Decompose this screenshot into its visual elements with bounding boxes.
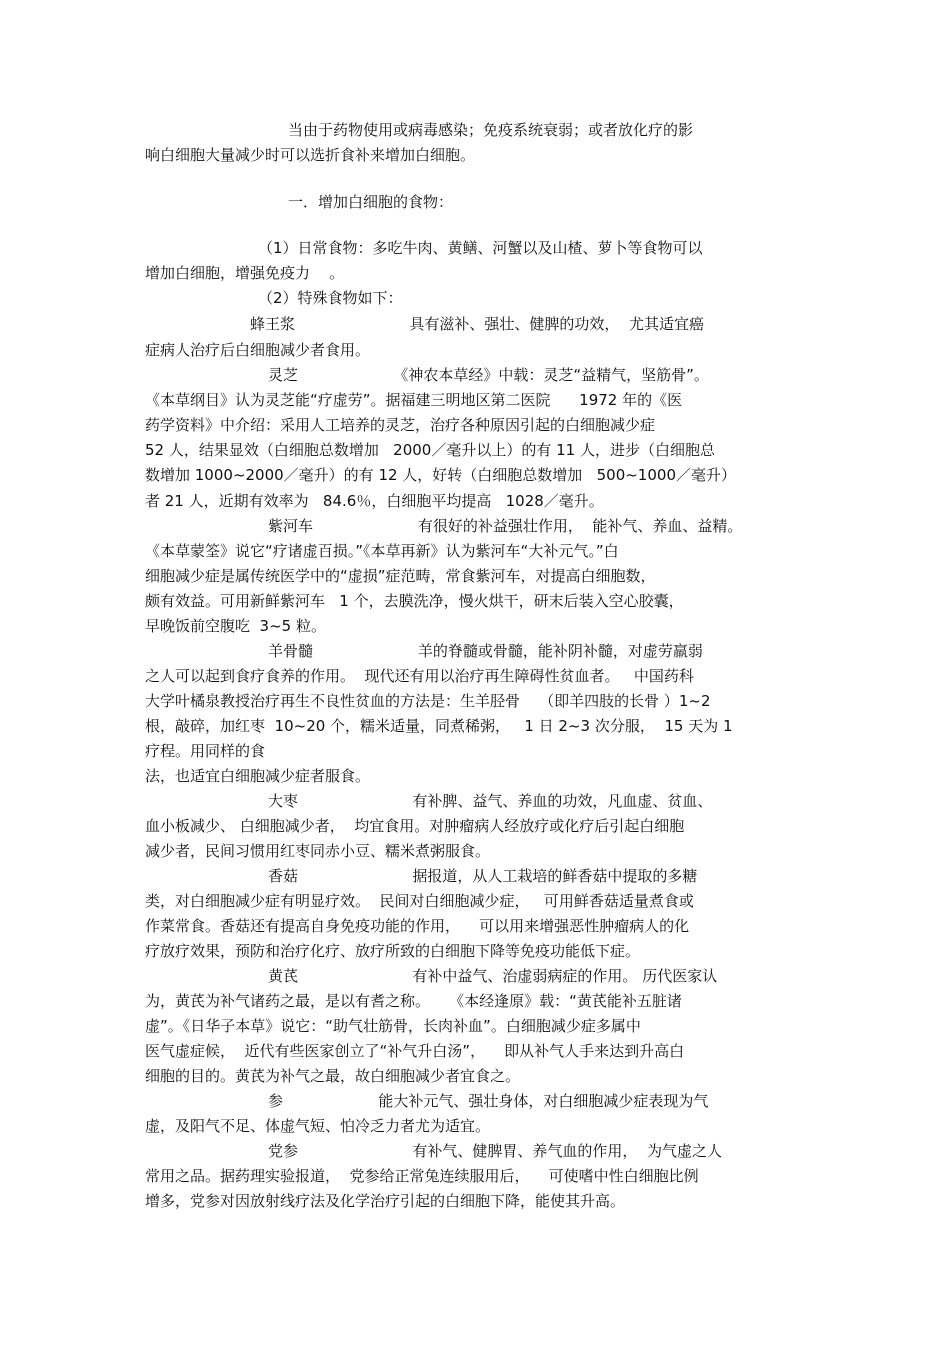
- text-line: 当由于药物使用或病毒感染；免疫系统衰弱；或者放化疗的影: [288, 121, 694, 139]
- text-line: 颇有效益。可用新鲜紫河车 1 个，去膜洗净，慢火烘干，研末后装入空心胶囊，: [145, 592, 684, 610]
- text-line: 症病人治疗后白细胞减少者食用。: [145, 341, 371, 359]
- text-line: 参 能大补元气、强壮身体，对白细胞减少症表现为气: [268, 1092, 709, 1110]
- text-line: 《本草蒙筌》说它“疗诸虚百损。”《本草再新》认为紫河车“大补元气。”白: [145, 542, 619, 560]
- text-line: 香菇 据报道，从人工栽培的鲜香菇中提取的多糖: [268, 867, 698, 885]
- text-line: 之人可以起到食疗食养的作用。 现代还有用以治疗再生障碍性贫血者。 中国药科: [145, 667, 694, 685]
- text-line: 大枣 有补脾、益气、养血的功效，凡血虚、贫血、: [268, 792, 713, 810]
- text-line: （2）特殊食物如下：: [258, 289, 403, 307]
- text-line: 者 21 人，近期有效率为 84.6％，白细胞平均提高 1028／毫升。: [145, 492, 604, 510]
- text-line: （1）日常食物：多吃牛肉、黄鳝、河蟹以及山楂、萝卜等食物可以: [258, 239, 703, 257]
- text-line: 《本草纲目》认为灵芝能“疗虚劳”。据福建三明地区第二医院 1972 年的《医: [145, 391, 683, 409]
- text-line: 根，敲碎，加红枣 10~20 个，糯米适量，同煮稀粥， 1 日 2~3 次分服， 15 天为 1: [145, 717, 733, 735]
- text-line: 常用之品。据药理实验报道， 党参给正常兔连续服用后， 可使嗜中性白细胞比例: [145, 1167, 699, 1185]
- text-line: 细胞减少症是属传统医学中的“虚损”症范畴，常食紫河车，对提高白细胞数，: [145, 567, 656, 585]
- text-line: 血小板减少、 白细胞减少者， 均宜食用。对肿瘤病人经放疗或化疗后引起白细胞: [145, 817, 685, 835]
- text-line: 作菜常食。香菇还有提高自身免疫功能的作用， 可以用来增强恶性肿瘤病人的化: [145, 917, 690, 935]
- text-line: 党参 有补气、健脾胃、养气血的作用， 为气虚之人: [268, 1142, 722, 1160]
- text-line: 紫河车 有很好的补益强壮作用， 能补气、养血、益精。: [268, 517, 743, 535]
- text-line: 大学叶橘泉教授治疗再生不良性贫血的方法是：生羊胫骨 （即羊四肢的长骨 ）1~2: [145, 692, 711, 710]
- text-line: 黄芪 有补中益气、治虚弱病症的作用。 历代医家认: [268, 967, 718, 985]
- text-line: 羊骨髓 羊的脊髓或骨髓，能补阴补髓，对虚劳羸弱: [268, 642, 703, 660]
- text-line: 虚”。《日华子本草》说它：“助气壮筋骨，长肉补血”。白细胞减少症多属中: [145, 1017, 641, 1035]
- text-line: 蜂王浆 具有滋补、强壮、健脾的功效， 尤其适宜癌: [250, 315, 704, 333]
- text-line: 减少者，民间习惯用红枣同赤小豆、糯米煮粥服食。: [145, 842, 491, 860]
- text-line: 增多，党参对因放射线疗法及化学治疗引起的白细胞下降，能使其升高。: [145, 1192, 626, 1210]
- text-line: 早晚饭前空腹吃 3~5 粒。: [145, 617, 326, 635]
- text-line: 响白细胞大量减少时可以选折食补来增加白细胞。: [145, 146, 476, 164]
- text-line: 药学资料》中介绍：采用人工培养的灵芝，治疗各种原因引起的白细胞减少症: [145, 416, 656, 434]
- text-line: 类，对白细胞减少症有明显疗效。 民间对白细胞减少症， 可用鲜香菇适量煮食或: [145, 892, 694, 910]
- text-line: 疗程。用同样的食: [145, 742, 266, 760]
- text-line: 数增加 1000~2000／毫升）的有 12 人，好转（白细胞总数增加 500~1000／毫升）: [145, 466, 736, 484]
- text-line: 为，黄芪为补气诸药之最，是以有耆之称。 《本经逢原》载：“黄芪能补五脏诸: [145, 992, 682, 1010]
- text-line: 细胞的目的。黄芪为补气之最，故白细胞减少者宜食之。: [145, 1067, 521, 1085]
- text-line: 虚，及阳气不足、体虚气短、怕冷乏力者尤为适宜。: [145, 1117, 491, 1135]
- text-line: 医气虚症候， 近代有些医家创立了“补气升白汤”， 即从补气人手来达到升高白: [145, 1042, 685, 1060]
- text-line: 增加白细胞，增强免疫力 。: [145, 264, 345, 282]
- section-heading: 一．增加白细胞的食物：: [288, 193, 454, 211]
- text-line: 灵芝 《神农本草经》中载：灵芝“益精气，坚筋骨”。: [268, 366, 709, 384]
- text-line: 法，也适宜白细胞减少症者服食。: [145, 767, 371, 785]
- text-line: 疗放疗效果，预防和治疗化疗、放疗所致的白细胞下降等免疫功能低下症。: [145, 942, 641, 960]
- text-line: 52 人，结果显效（白细胞总数增加 2000／毫升以上）的有 11 人，进步（白细胞总: [145, 441, 715, 459]
